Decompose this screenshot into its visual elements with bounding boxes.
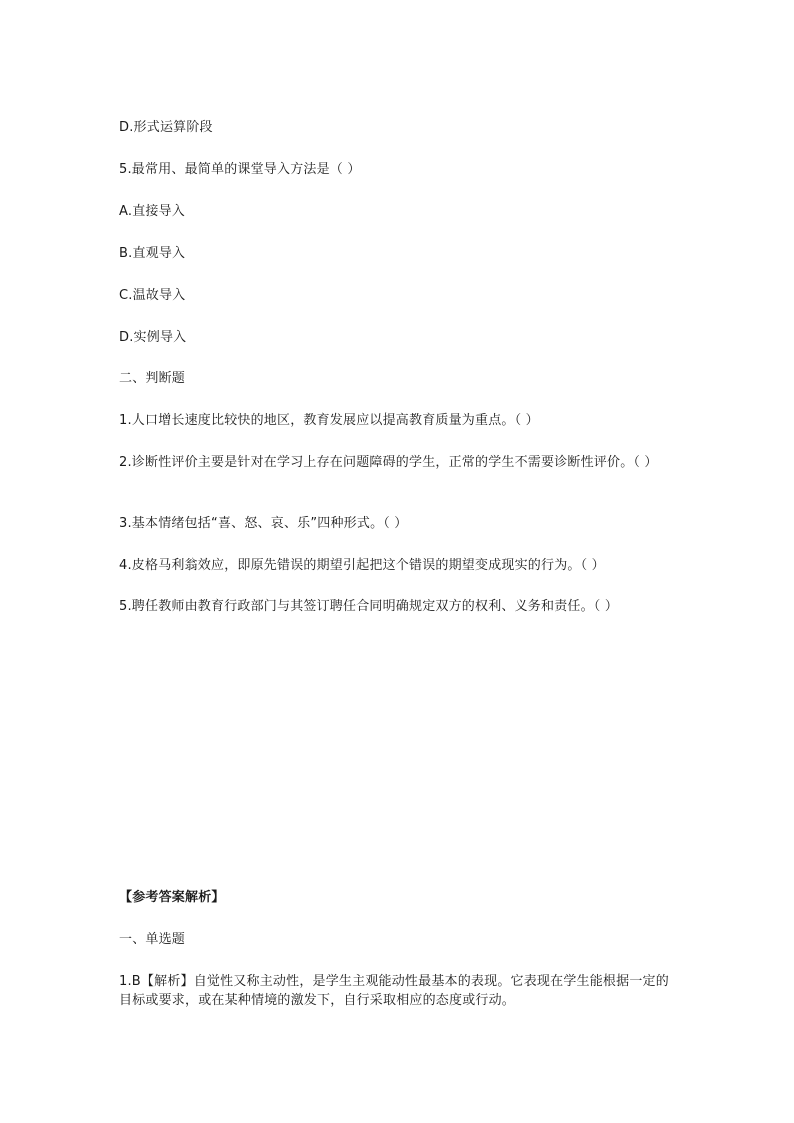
option-a: A.直接导入 xyxy=(119,204,185,219)
tf-question-1: 1.人口增长速度比较快的地区，教育发展应以提高教育质量为重点。（ ） xyxy=(119,413,539,428)
section-heading-true-false: 二、判断题 xyxy=(119,371,186,386)
option-c: C.温故导入 xyxy=(119,288,186,303)
tf-question-3: 3.基本情绪包括“喜、怒、哀、乐”四种形式。（ ） xyxy=(119,516,408,531)
tf-question-4: 4.皮格马利翁效应，即原先错误的期望引起把这个错误的期望变成现实的行为。（ ） xyxy=(119,558,605,573)
tf-question-5: 5.聘任教师由教育行政部门与其签订聘任合同明确规定双方的权利、义务和责任。（ ） xyxy=(119,599,619,614)
tf-question-2: 2.诊断性评价主要是针对在学习上存在问题障碍的学生，正常的学生不需要诊断性评价。（ ） xyxy=(119,455,658,470)
option-d: D.实例导入 xyxy=(119,330,187,345)
question-5-stem: 5.最常用、最简单的课堂导入方法是（ ） xyxy=(119,162,361,177)
answer-section-heading: 一、单选题 xyxy=(119,932,186,947)
answer-key-heading: 【参考答案解析】 xyxy=(119,890,225,905)
answer-item-1: 1.B【解析】自觉性又称主动性，是学生主观能动性最基本的表现。它表现在学生能根据一定的目标或要求，或在某种情境的激发下，自行采取相应的态度或行动。 xyxy=(119,974,669,1008)
question-d-option: D.形式运算阶段 xyxy=(119,120,213,135)
option-b: B.直观导入 xyxy=(119,246,186,261)
